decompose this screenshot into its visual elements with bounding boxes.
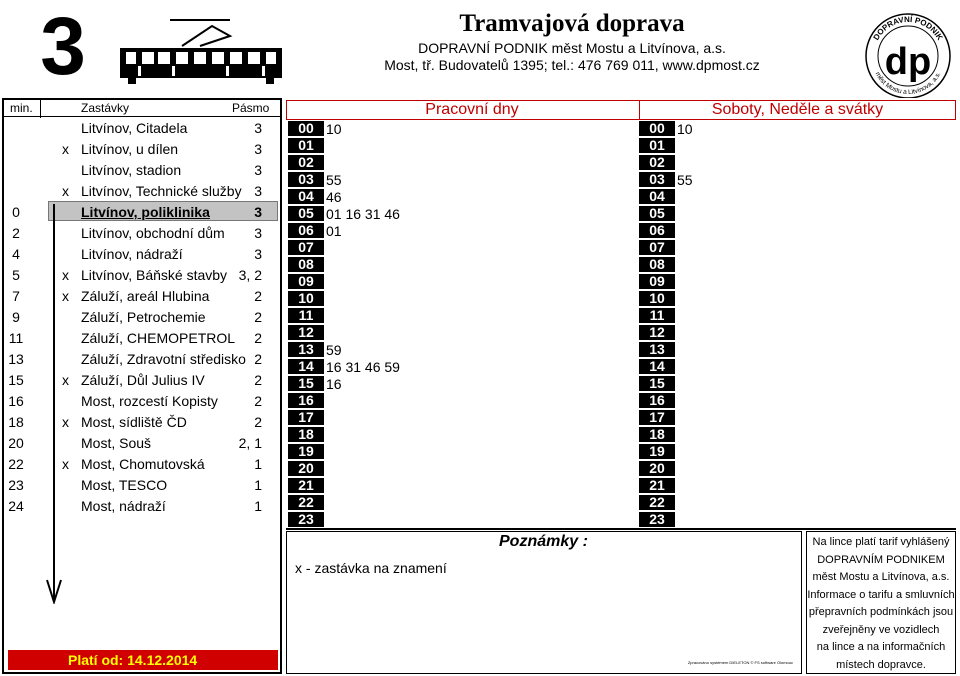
request-stop-mark: x [62,456,69,472]
hour-cell: 21 [639,478,675,493]
tariff-info [806,531,956,674]
stop-name: Litvínov, stadion [81,162,182,178]
departure-minutes: 10 [677,121,693,137]
stop-row [4,118,280,139]
hour-cell: 06 [288,223,324,238]
hour-cell: 04 [639,189,675,204]
stop-row [4,349,280,370]
hour-cell: 08 [288,257,324,272]
hour-cell: 22 [288,495,324,510]
hour-cell: 07 [288,240,324,255]
stop-row [4,307,280,328]
hour-cell: 20 [639,461,675,476]
hour-cell: 16 [639,393,675,408]
stop-name: Litvínov, Citadela [81,120,188,136]
stop-zone: 3 [254,120,262,136]
request-stop-mark: x [62,372,69,388]
hour-cell: 23 [639,512,675,527]
hour-cell: 04 [288,189,324,204]
stop-row [4,328,280,349]
stop-minutes: 7 [12,288,20,304]
stop-row [4,496,280,517]
stop-row [4,286,280,307]
request-stop-mark: x [62,288,69,304]
stop-row [4,181,280,202]
stop-row [4,265,280,286]
stop-minutes: 22 [8,456,24,472]
hour-cell: 00 [288,121,324,136]
stop-zone: 1 [254,498,262,514]
stop-name: Litvínov, u dílen [81,141,179,157]
hour-cell: 02 [288,155,324,170]
stop-row [4,370,280,391]
header-divider [4,116,280,117]
hour-cell: 10 [288,291,324,306]
hour-cell: 07 [639,240,675,255]
hour-cell: 05 [639,206,675,221]
hour-cell: 18 [639,427,675,442]
tariff-line: místech dopravce. [836,658,926,671]
stop-zone: 3 [254,246,262,262]
stop-name: Most, sídliště ČD [81,414,187,430]
departure-minutes: 55 [677,172,693,188]
weekday-header: Pracovní dny [286,100,658,120]
departure-minutes: 16 [326,376,342,392]
hour-cell: 19 [639,444,675,459]
stop-row [4,160,280,181]
stop-name: Most, Chomutovská [81,456,205,472]
stop-name: Most, Souš [81,435,152,451]
stop-name: Záluží, CHEMOPETROL [81,330,236,346]
stop-row [4,391,280,412]
logo-text-lower: měst Mostu a Litvínova, a.s. [873,70,943,97]
stop-minutes: 5 [12,267,20,283]
request-stop-mark: x [62,183,69,199]
stop-name: Litvínov, Technické služby [81,183,242,199]
stop-row [4,433,280,454]
stop-zone: 3 [254,204,262,220]
stop-zone: 3, 2 [238,267,262,283]
hour-cell: 23 [288,512,324,527]
stop-row [4,139,280,160]
hour-cell: 03 [639,172,675,187]
tariff-line: přepravních podmínkách jsou [808,606,954,618]
stop-row [4,454,280,475]
stop-name: Záluží, areál Hlubina [81,288,210,304]
stop-zone: 3 [254,141,262,157]
tariff-line: na lince a na informačních [816,641,946,653]
hour-cell: 12 [288,325,324,340]
stop-zone: 3 [254,183,262,199]
request-stop-mark: x [62,414,69,430]
hour-cell: 14 [288,359,324,374]
departure-minutes: 01 [326,223,342,239]
col-head-min: min. [10,101,33,115]
line-number: 3 [40,1,86,92]
tariff-line: DOPRAVNÍM PODNIKEM [817,553,945,566]
hour-cell: 21 [288,478,324,493]
stop-zone: 3 [254,162,262,178]
page-title: Tramvajová doprava [459,10,685,37]
hour-cell: 09 [288,274,324,289]
stop-name: Most, rozcestí Kopisty [81,393,218,409]
request-stop-mark: x [62,141,69,157]
stop-zone: 1 [254,477,262,493]
hour-cell: 12 [639,325,675,340]
hour-cell: 17 [639,410,675,425]
timetable-bottom-rule [286,528,956,530]
stop-name: Litvínov, poliklinika [81,204,210,220]
hour-cell: 15 [639,376,675,391]
stop-minutes: 18 [8,414,24,430]
logo-letters: dp [884,41,932,83]
hour-cell: 10 [639,291,675,306]
tariff-line: Na lince platí tarif vyhlášený [812,536,950,548]
stop-row [4,244,280,265]
tram-icon [112,16,288,94]
stop-zone: 1 [254,456,262,472]
hour-cell: 05 [288,206,324,221]
stop-row [4,475,280,496]
svg-text:DOPRAVNÍ PODNIK [872,15,945,42]
departure-minutes: 59 [326,342,342,358]
stop-zone: 2 [254,309,262,325]
stop-name: Záluží, Petrochemie [81,309,206,325]
hour-cell: 17 [288,410,324,425]
stop-row [4,412,280,433]
hour-cell: 06 [639,223,675,238]
stop-minutes: 20 [8,435,24,451]
stop-name: Záluží, Zdravotní středisko [81,351,246,367]
stop-name: Litvínov, Báňské stavby [81,267,228,283]
tariff-line: měst Mostu a Litvínova, a.s. [812,571,950,583]
stop-row [4,202,280,223]
departure-minutes: 10 [326,121,342,137]
stop-minutes: 15 [8,372,24,388]
departure-minutes: 01 16 31 46 [326,206,400,222]
col-head-zone: Pásmo [232,101,270,115]
stop-minutes: 11 [8,330,24,346]
stop-name: Záluží, Důl Julius IV [81,372,205,388]
tariff-line: Informace o tarifu a smluvních [807,588,955,601]
stop-name: Most, TESCO [81,477,168,493]
stop-minutes: 23 [8,477,24,493]
hour-cell: 13 [639,342,675,357]
stop-zone: 2 [254,288,262,304]
stops-table [2,98,282,674]
hour-cell: 18 [288,427,324,442]
departure-minutes: 55 [326,172,342,188]
hour-cell: 03 [288,172,324,187]
hour-cell: 11 [639,308,675,323]
stop-minutes: 2 [12,225,20,241]
weekend-header: Soboty, Neděle a svátky [639,100,956,120]
hour-cell: 16 [288,393,324,408]
stop-zone: 2, 1 [238,435,262,451]
departure-minutes: 16 31 46 59 [326,359,400,375]
request-stop-mark: x [62,267,69,283]
company-address: Most, tř. Budovatelů 1395; tel.: 476 769 011, www.dpmost.cz [384,57,760,73]
tariff-line: zveřejněny ve vozidlech [822,623,940,636]
notes-legend: x - zastávka na znamení [295,560,447,576]
software-credit: Zpracováno systémem DIELETON © FS software Olomouc [687,660,793,665]
hour-cell: 08 [639,257,675,272]
dpmost-logo [860,12,956,98]
stop-zone: 2 [254,330,262,346]
stop-minutes: 13 [8,351,24,367]
stop-minutes: 16 [8,393,24,409]
hour-cell: 11 [288,308,324,323]
stop-zone: 2 [254,372,262,388]
header [287,8,857,96]
notes-box [286,531,802,674]
hour-cell: 20 [288,461,324,476]
hour-cell: 09 [639,274,675,289]
stop-minutes: 0 [12,204,20,220]
hour-cell: 22 [639,495,675,510]
stop-zone: 2 [254,351,262,367]
notes-title: Poznámky : [499,533,588,550]
stop-row [4,223,280,244]
hour-cell: 02 [639,155,675,170]
hour-cell: 00 [639,121,675,136]
company-name: DOPRAVNÍ PODNIK měst Mostu a Litvínova, a.s. [418,40,726,56]
hour-cell: 01 [288,138,324,153]
hour-cell: 19 [288,444,324,459]
stop-zone: 3 [254,225,262,241]
stop-zone: 2 [254,393,262,409]
hour-cell: 15 [288,376,324,391]
col-head-stops: Zastávky [81,101,130,115]
hour-cell: 01 [639,138,675,153]
stop-name: Most, nádraží [81,498,166,514]
hour-cell: 13 [288,342,324,357]
stop-minutes: 9 [12,309,20,325]
hour-cell: 14 [639,359,675,374]
logo-text-upper: DOPRAVNÍ PODNIK [871,14,945,42]
departure-minutes: 46 [326,189,342,205]
stop-name: Litvínov, nádraží [81,246,183,262]
stop-zone: 2 [254,414,262,430]
stop-minutes: 4 [12,246,20,262]
stop-minutes: 24 [8,498,24,514]
valid-from-banner: Platí od: 14.12.2014 [8,650,278,670]
stop-name: Litvínov, obchodní dům [81,225,225,241]
